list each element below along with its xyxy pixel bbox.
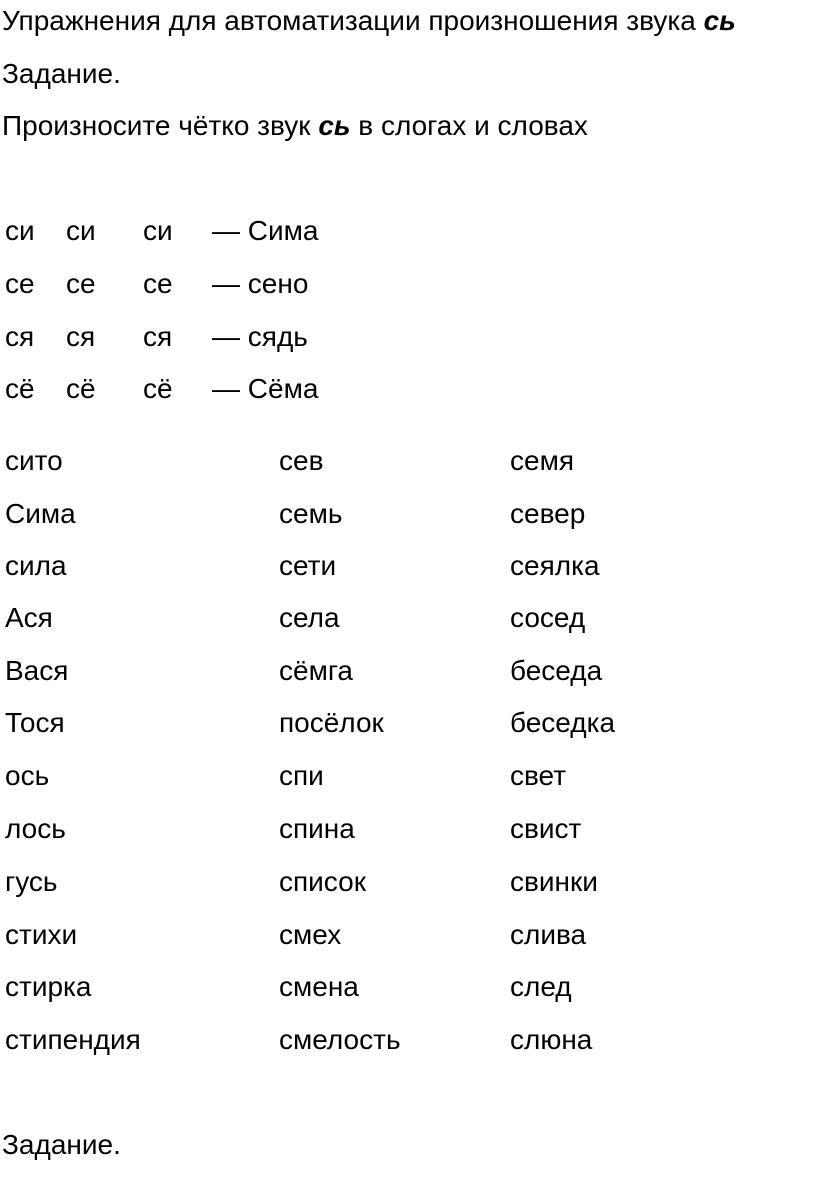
word: Вася [5, 655, 69, 686]
word: лось [5, 813, 66, 844]
word: сила [5, 550, 67, 581]
title-sound: сь [703, 5, 736, 36]
word: свет [510, 760, 567, 791]
task-label: Задание. [2, 58, 121, 89]
word: след [510, 971, 572, 1002]
word: беседка [510, 707, 616, 738]
word: смех [279, 919, 342, 950]
word: Ася [5, 602, 53, 633]
task-label-2: Задание. [2, 1129, 121, 1160]
word: Сима [5, 498, 76, 529]
word: сети [279, 550, 337, 581]
syllable-word: — Сима [212, 215, 319, 246]
syllable: си [66, 215, 96, 246]
word: сосед [510, 602, 586, 633]
syllable-word: — сядь [212, 321, 308, 352]
word: Тося [5, 707, 65, 738]
word: сёмга [279, 655, 353, 686]
syllable: ся [143, 321, 173, 352]
word: сито [5, 445, 63, 476]
word: слюна [510, 1024, 593, 1055]
syllable: ся [5, 321, 35, 352]
word: беседа [510, 655, 603, 686]
syllable: си [143, 215, 173, 246]
word: смена [279, 971, 359, 1002]
word: стихи [5, 919, 78, 950]
word: спина [279, 813, 355, 844]
syllable: ся [66, 321, 96, 352]
word: север [510, 498, 586, 529]
word: ось [5, 760, 50, 791]
word: свист [510, 813, 582, 844]
word: стипендия [5, 1024, 141, 1055]
word: посёлок [279, 707, 384, 738]
syllable: се [5, 268, 35, 299]
syllable: сё [66, 373, 96, 404]
word: гусь [5, 866, 58, 897]
word: слива [510, 919, 587, 950]
syllable: сё [5, 373, 35, 404]
title-text: Упражнения для автоматизации произношения звука [2, 5, 704, 36]
instruction-pre: Произносите чётко звук [2, 110, 319, 141]
word: сев [279, 445, 324, 476]
word: список [279, 866, 366, 897]
syllable: се [143, 268, 173, 299]
syllable-word: — сено [212, 268, 309, 299]
instruction-sound: сь [318, 110, 351, 141]
instruction-post: в слогах и словах [350, 110, 588, 141]
word: сеялка [510, 550, 600, 581]
word: стирка [5, 971, 92, 1002]
syllable: сё [143, 373, 173, 404]
syllable-word: — Сёма [212, 373, 319, 404]
word: семь [279, 498, 343, 529]
word: свинки [510, 866, 598, 897]
word: смелость [279, 1024, 401, 1055]
syllable: се [66, 268, 96, 299]
instruction [2, 109, 588, 143]
word: спи [279, 760, 324, 791]
syllable: си [5, 215, 35, 246]
word: села [279, 602, 340, 633]
page-title [2, 4, 736, 38]
word: семя [510, 445, 574, 476]
